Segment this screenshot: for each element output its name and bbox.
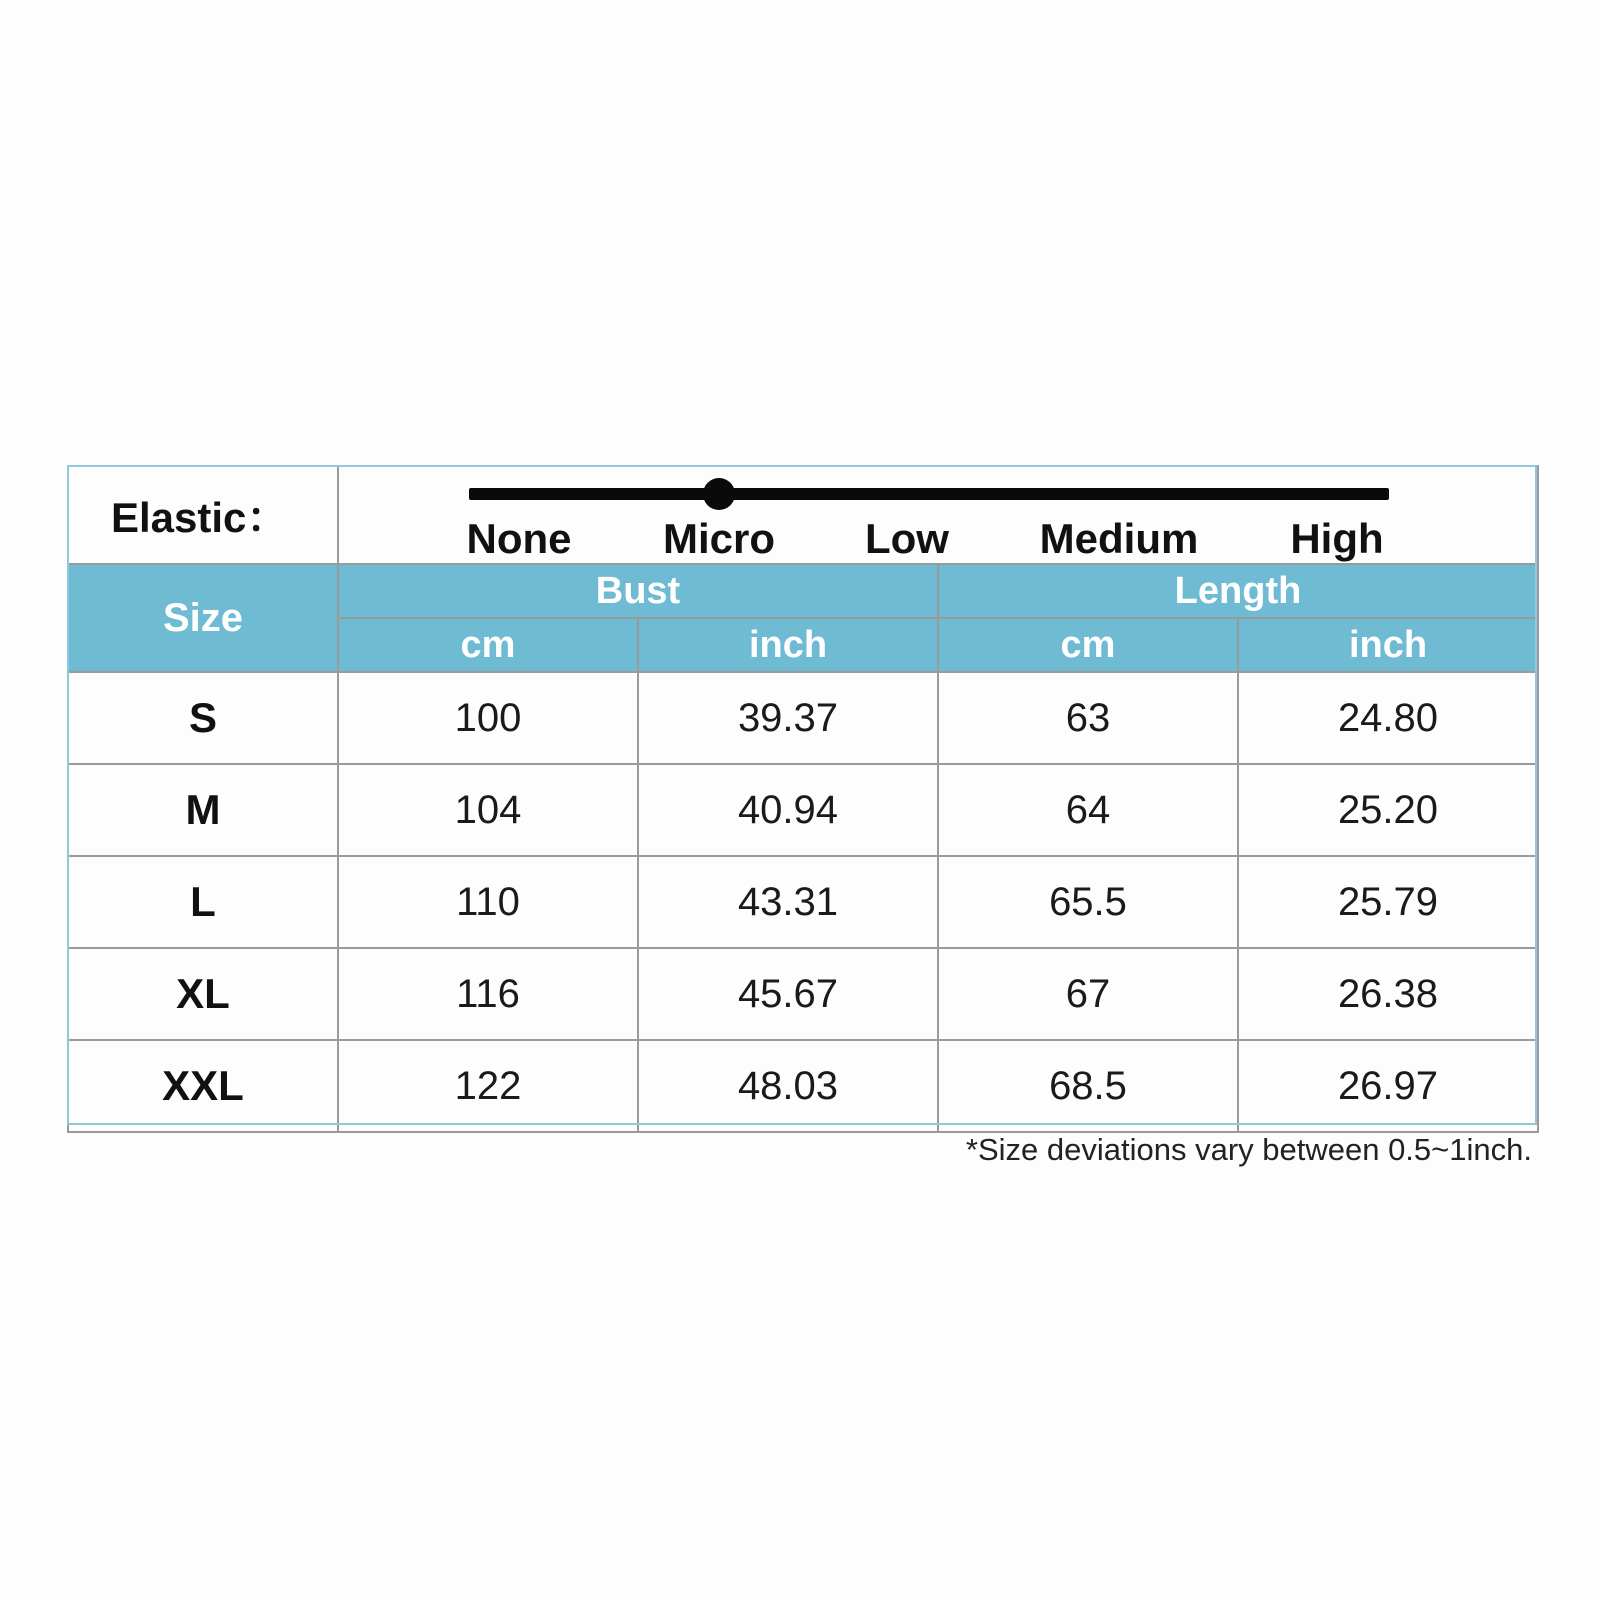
table-row [68,948,1538,1040]
length-cm-cell: 65.5 [938,856,1238,948]
table-row [68,856,1538,948]
table-row [68,1040,1538,1132]
unit-header-bust-inch: inch [638,618,938,672]
elastic-scale-bar [469,488,1389,500]
size-cell: S [68,672,338,764]
elastic-level-medium: Medium [1039,515,1199,562]
length-cm-cell: 63 [938,672,1238,764]
bust-cm-cell: 110 [338,856,638,948]
elastic-label: Elastic： [68,466,338,564]
size-cell: M [68,764,338,856]
elastic-row [68,466,1538,564]
bust-inch-cell: 43.31 [638,856,938,948]
header-row-measure [68,564,1538,618]
unit-header-length-inch: inch [1238,618,1538,672]
bust-inch-cell: 39.37 [638,672,938,764]
unit-header-length-cm: cm [938,618,1238,672]
bust-inch-cell: 45.67 [638,948,938,1040]
length-cm-cell: 68.5 [938,1040,1238,1132]
length-inch-cell: 26.97 [1238,1040,1538,1132]
size-deviation-note: *Size deviations vary between 0.5~1inch. [965,1132,1532,1167]
bust-cm-cell: 116 [338,948,638,1040]
elastic-scale-marker [703,478,735,510]
bust-header: Bust [338,564,938,618]
size-chart [67,465,1537,1125]
elastic-level-micro: Micro [662,515,775,562]
size-cell: XXL [68,1040,338,1132]
elastic-level-none: None [466,515,572,562]
length-inch-cell: 26.38 [1238,948,1538,1040]
elastic-level-low: Low [865,515,949,562]
bust-cm-cell: 104 [338,764,638,856]
length-cm-cell: 67 [938,948,1238,1040]
length-inch-cell: 24.80 [1238,672,1538,764]
bust-inch-cell: 40.94 [638,764,938,856]
bust-cm-cell: 122 [338,1040,638,1132]
elastic-scale-cell [338,466,1538,564]
length-inch-cell: 25.20 [1238,764,1538,856]
bust-cm-cell: 100 [338,672,638,764]
unit-header-bust-cm: cm [338,618,638,672]
size-cell: L [68,856,338,948]
length-header: Length [938,564,1538,618]
table-row [68,672,1538,764]
length-inch-cell: 25.79 [1238,856,1538,948]
table-row [68,764,1538,856]
elastic-level-high: High [1290,515,1384,562]
size-header: Size [68,564,338,672]
bust-inch-cell: 48.03 [638,1040,938,1132]
length-cm-cell: 64 [938,764,1238,856]
size-table [67,465,1539,1133]
size-cell: XL [68,948,338,1040]
elastic-scale [339,467,1469,563]
